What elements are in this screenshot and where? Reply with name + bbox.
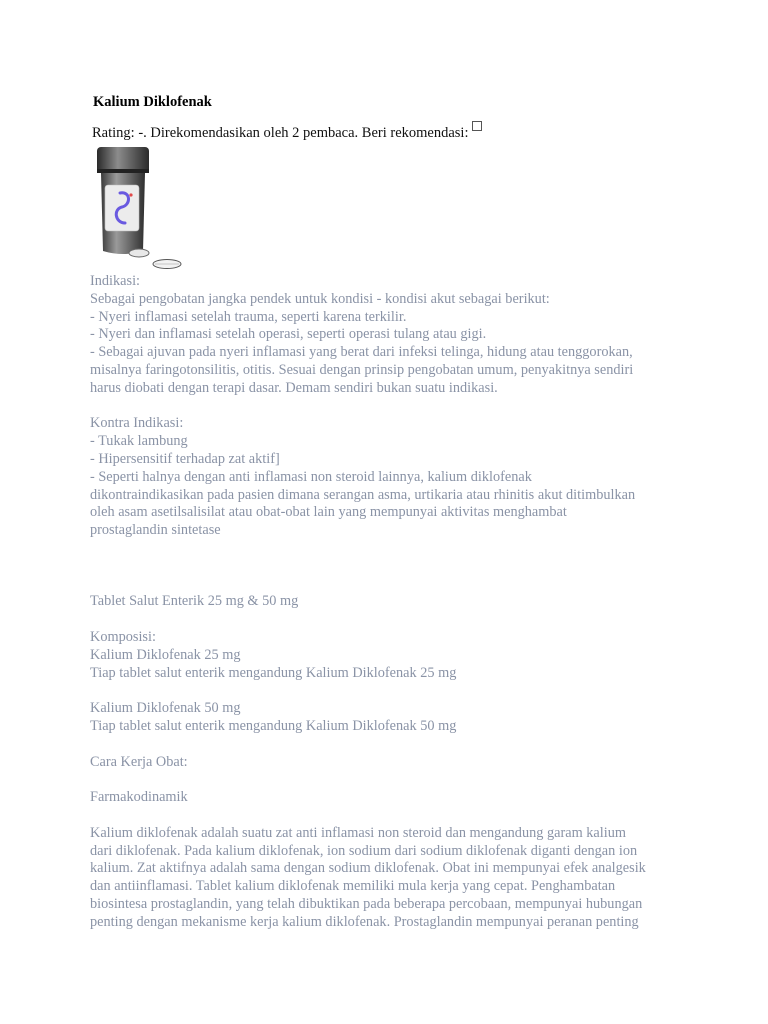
article-body (90, 273, 690, 931)
text-line: misalnya faringotonsilitis, otitis. Sesuai dengan prinsip pengobatan umum, penyakitnya sendiri (90, 361, 634, 378)
paragraph-gap (90, 736, 690, 754)
text-line: Sebagai pengobatan jangka pendek untuk kondisi - kondisi akut sebagai berikut: (90, 290, 550, 307)
article-title: Kalium Diklofenak (93, 94, 212, 110)
paragraph-gap (90, 576, 690, 594)
paragraph-gap (90, 398, 690, 416)
text-line: Kontra Indikasi: (90, 415, 184, 432)
paragraph (90, 789, 690, 807)
text-line: Tablet Salut Enterik 25 mg & 50 mg (90, 593, 299, 610)
text-line: dan antiinflamasi. Tablet kalium diklofenak memiliki mula kerja yang cepat. Penghambatan (90, 878, 616, 895)
text-line: - Nyeri dan inflamasi setelah operasi, seperti operasi tulang atau gigi. (90, 326, 487, 343)
paragraph (90, 700, 690, 736)
text-line: dikontraindikasikan pada pasien dimana serangan asma, urtikaria atau rhinitis akut ditimbulkan (90, 486, 636, 503)
text-line: Cara Kerja Obat: (90, 753, 188, 770)
paragraph (90, 825, 690, 932)
paragraph (90, 629, 690, 682)
text-line: Tiap tablet salut enterik mengandung Kalium Diklofenak 50 mg (90, 717, 457, 734)
paragraph-gap (90, 611, 690, 629)
paragraph-gap (90, 807, 690, 825)
text-line: Tiap tablet salut enterik mengandung Kalium Diklofenak 25 mg (90, 664, 457, 681)
text-line: Kalium Diklofenak 50 mg (90, 700, 241, 717)
text-line: Indikasi: (90, 273, 141, 289)
text-line: - Hipersensitif terhadap zat aktif] (90, 450, 280, 467)
paragraph (90, 415, 690, 540)
paragraph-gap (90, 771, 690, 789)
paragraph (90, 273, 690, 398)
text-line: oleh asam asetilsalisilat atau obat-obat lain yang mempunyai aktivitas menghambat (90, 504, 567, 521)
paragraph (90, 754, 690, 772)
paragraph-gap (90, 540, 690, 558)
text-line: - Tukak lambung (90, 433, 188, 450)
text-line: - Sebagai ajuvan pada nyeri inflamasi yang berat dari infeksi telinga, hidung atau tenggorokan, (90, 344, 633, 361)
text-line: Komposisi: (90, 628, 156, 645)
medicine-bottle-image (93, 143, 185, 273)
paragraph (90, 593, 690, 611)
paragraph-gap (90, 682, 690, 700)
text-line: kalium. Zat aktifnya adalah sama dengan sodium diklofenak. Obat ini mempunyai efek analgesik (90, 860, 646, 877)
text-line (90, 558, 690, 576)
text-line: - Seperti halnya dengan anti inflamasi non steroid lainnya, kalium diklofenak (90, 468, 532, 485)
recommend-checkbox[interactable] (472, 121, 482, 131)
text-line: - Nyeri inflamasi setelah trauma, seperti karena terkilir. (90, 308, 407, 325)
text-line: Farmakodinamik (90, 789, 188, 806)
text-line: prostaglandin sintetase (90, 522, 221, 539)
paragraph (90, 558, 690, 576)
text-line: harus diobati dengan terapi dasar. Demam sendiri bukan suatu indikasi. (90, 379, 498, 396)
text-line: Kalium Diklofenak 25 mg (90, 646, 241, 663)
text-line: dari diklofenak. Pada kalium diklofenak, ion sodium dari sodium diklofenak diganti dengan ion (90, 842, 638, 859)
text-line: biosintesa prostaglandin, yang telah dibuktikan pada beberapa percobaan, mempunyai hubungan (90, 895, 643, 912)
rating-line (92, 121, 482, 142)
rating-text: Rating: -. Direkomendasikan oleh 2 pembaca. Beri rekomendasi: (92, 125, 469, 141)
text-line: Kalium diklofenak adalah suatu zat anti inflamasi non steroid dan mengandung garam kalium (90, 824, 626, 841)
text-line: penting dengan mekanisme kerja kalium diklofenak. Prostaglandin mempunyai peranan penting (90, 913, 639, 930)
